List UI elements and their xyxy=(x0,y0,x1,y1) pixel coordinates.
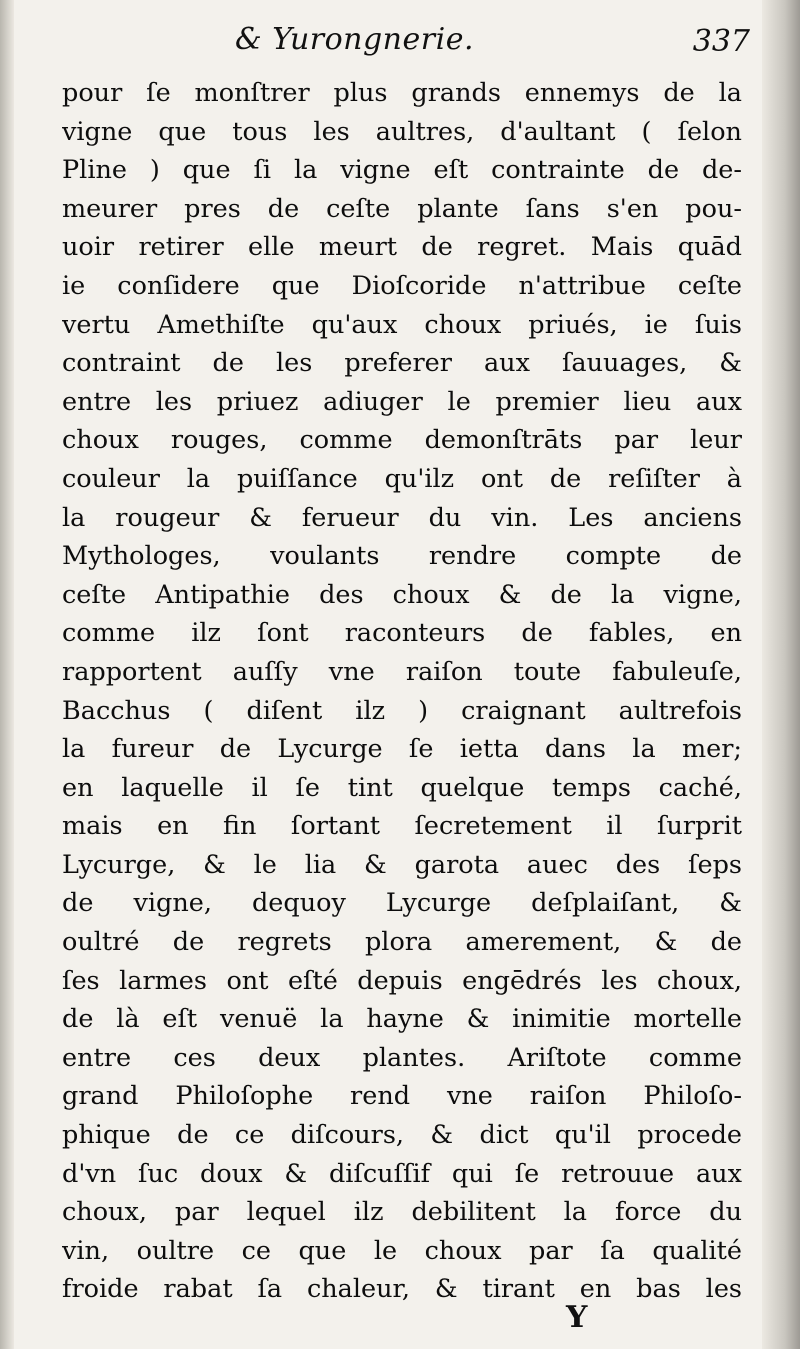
text-line: la rougeur & ferueur du vin. Les anciens xyxy=(62,502,742,533)
text-line: ceſte Antipathie des choux & de la vigne, xyxy=(62,579,742,610)
text-line: entre ces deux plantes. Ariſtote comme xyxy=(62,1042,742,1073)
page-header xyxy=(60,18,750,78)
text-line: pour ſe monſtrer plus grands ennemys de la xyxy=(62,78,742,108)
text-line: mais en fin ſortant ſecretement il ſurprit xyxy=(62,811,742,842)
text-line: phique de ce diſcours, & dict qu'il procede xyxy=(62,1120,742,1151)
text-line: comme ilz ſont raconteurs de fables, en xyxy=(62,618,742,649)
text-line: choux rouges, comme demonſtrāts par leur xyxy=(62,425,742,456)
text-line: grand Philoſophe rend vne raiſon Philoſo- xyxy=(62,1081,742,1112)
text-line: contraint de les preferer aux ſauuages, & xyxy=(62,348,742,379)
text-line: de là eſt venuë la hayne & inimitie mortelle xyxy=(62,1004,742,1035)
text-line: de vigne, dequoy Lycurge deſplaiſant, & xyxy=(62,888,742,919)
text-line: vigne que tous les aultres, d'aultant ( ſelon xyxy=(62,116,742,147)
text-line: uoir retirer elle meurt de regret. Mais quād xyxy=(62,232,742,263)
text-line: vin, oultre ce que le choux par ſa qualité xyxy=(62,1235,742,1266)
text-line: entre les priuez adiuger le premier lieu aux xyxy=(62,386,742,417)
text-line: Lycurge, & le lia & garota auec des ſeps xyxy=(62,849,742,880)
text-line: meurer pres de ceſte plante ſans s'en pou- xyxy=(62,193,742,224)
text-line: rapportent auſſy vne raiſon toute fabuleuſe, xyxy=(62,656,742,687)
running-head: & Yurongnerie. xyxy=(235,22,474,57)
body-text xyxy=(62,74,742,1309)
page-gutter-shadow xyxy=(0,0,14,1349)
text-line: Pline ) que ſi la vigne eſt contrainte de de- xyxy=(62,155,742,186)
text-line: vertu Amethiſte qu'aux choux priués, ie ſuis xyxy=(62,309,742,340)
signature-mark: Y xyxy=(566,1300,588,1335)
text-line: oultré de regrets plora amerement, & de xyxy=(62,927,742,958)
page-number: 337 xyxy=(692,24,750,59)
page-edge-shadow xyxy=(762,0,800,1349)
text-line: Mythologes, voulants rendre compte de xyxy=(62,541,742,572)
text-line: couleur la puiſſance qu'ilz ont de reſiſter à xyxy=(62,463,742,494)
text-line: ſes larmes ont eſté depuis engēdrés les choux, xyxy=(62,965,742,996)
text-line: en laquelle il ſe tint quelque temps caché, xyxy=(62,772,742,803)
text-line: choux, par lequel ilz debilitent la force du xyxy=(62,1197,742,1228)
text-line: Bacchus ( diſent ilz ) craignant aultrefois xyxy=(62,695,742,726)
text-line: d'vn ſuc doux & diſcuſſif qui ſe retrouue aux xyxy=(62,1158,742,1189)
text-line: froide rabat ſa chaleur, & tirant en bas les xyxy=(62,1274,742,1305)
text-line: la fureur de Lycurge ſe ietta dans la mer; xyxy=(62,734,742,765)
text-line: ie conſidere que Dioſcoride n'attribue ceſte xyxy=(62,270,742,301)
